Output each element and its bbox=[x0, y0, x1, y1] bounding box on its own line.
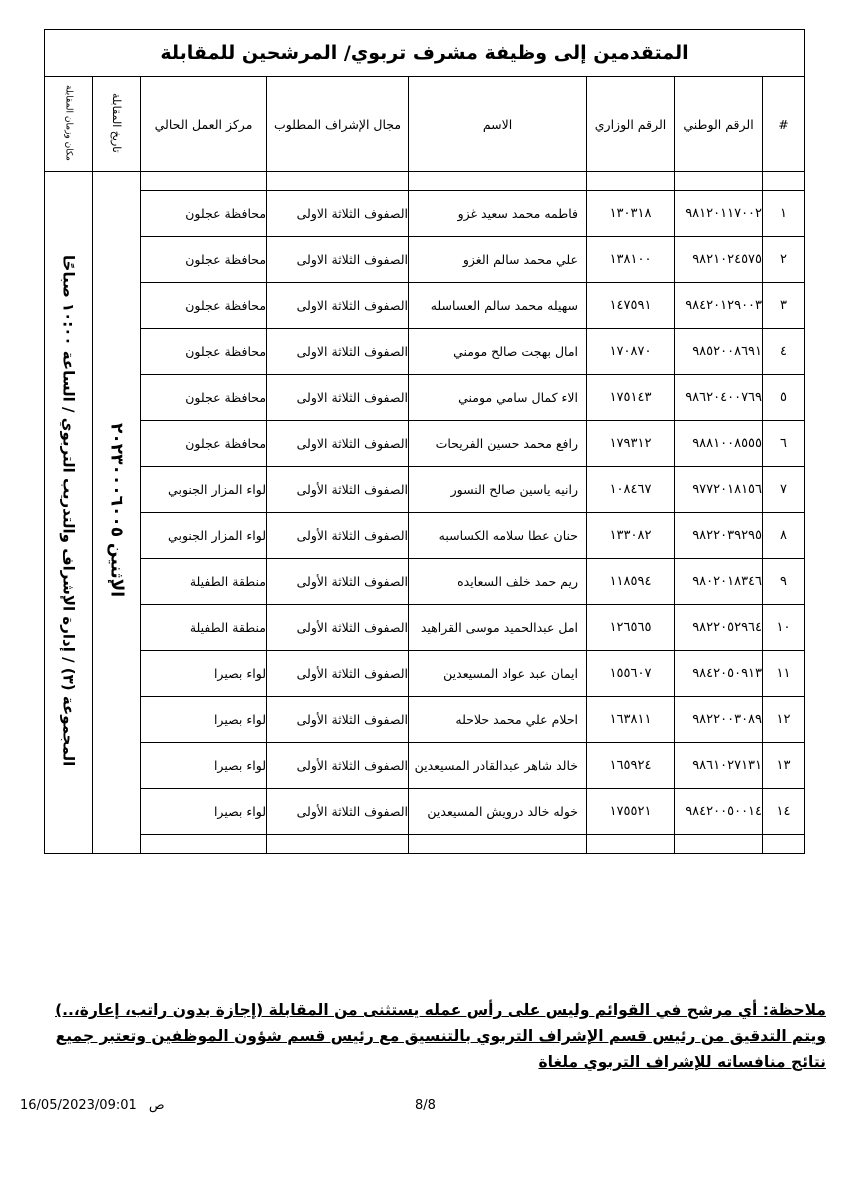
ministry-id: ١٦٥٩٢٤ bbox=[587, 743, 675, 789]
header-interview-date: تاريخ المقابلة bbox=[93, 77, 141, 172]
national-id: ٩٨٥٢٠٠٨٦٩١ bbox=[675, 329, 763, 375]
candidate-name: الاء كمال سامي مومني bbox=[409, 375, 587, 421]
current-workplace: لواء بصيرا bbox=[141, 697, 267, 743]
header-national-id: الرقم الوطني bbox=[675, 77, 763, 172]
current-workplace: منطقة الطفيلة bbox=[141, 605, 267, 651]
ministry-id: ١٥٥٦٠٧ bbox=[587, 651, 675, 697]
table-row bbox=[45, 513, 805, 559]
candidate-name: علي محمد سالم الغزو bbox=[409, 237, 587, 283]
current-workplace: لواء المزار الجنوبي bbox=[141, 513, 267, 559]
ministry-id: ١٢٦٥٦٥ bbox=[587, 605, 675, 651]
timestamp-suffix: ص bbox=[148, 1098, 165, 1113]
national-id: ٩٨٤٢٠٠٥٠٠١٤ bbox=[675, 789, 763, 835]
table-row bbox=[45, 191, 805, 237]
table-row bbox=[45, 743, 805, 789]
row-number: ١٢ bbox=[763, 697, 805, 743]
ministry-id: ١١٨٥٩٤ bbox=[587, 559, 675, 605]
current-workplace: محافظة عجلون bbox=[141, 283, 267, 329]
row-number: ١ bbox=[763, 191, 805, 237]
timestamp-value: 16/05/2023/09:01 bbox=[20, 1098, 137, 1113]
ministry-id: ١٣٣٠٨٢ bbox=[587, 513, 675, 559]
national-id: ٩٨٦٢٠٤٠٠٧٦٩ bbox=[675, 375, 763, 421]
table-row bbox=[45, 329, 805, 375]
row-number: ١١ bbox=[763, 651, 805, 697]
current-workplace: لواء بصيرا bbox=[141, 743, 267, 789]
note-text: ملاحظة: أي مرشح في القوائم وليس على رأس عمله يستثنى من المقابلة (إجازة بدون راتب، إعارة،..) ويتم التدقيق من رئيس قسم الإشراف التربوي بالتنسيق مع رئيس قسم شؤون الموظفين وتعتبر جميع نتائج منافساته للإشراف التربوي ملغاة bbox=[55, 1001, 826, 1071]
national-id: ٩٧٧٢٠١٨١٥٦ bbox=[675, 467, 763, 513]
header-row bbox=[45, 77, 805, 172]
candidate-name: ايمان عبد عواد المسيعدين bbox=[409, 651, 587, 697]
national-id: ٩٨٢٢٠٣٩٢٩٥ bbox=[675, 513, 763, 559]
national-id: ٩٨٦١٠٢٧١٣١ bbox=[675, 743, 763, 789]
current-workplace: لواء المزار الجنوبي bbox=[141, 467, 267, 513]
ministry-id: ١٣٨١٠٠ bbox=[587, 237, 675, 283]
table-row bbox=[45, 421, 805, 467]
national-id: ٩٨٢٢٠٠٣٠٨٩ bbox=[675, 697, 763, 743]
spacer-row bbox=[45, 835, 805, 854]
candidate-name: خالد شاهر عبدالقادر المسيعدين bbox=[409, 743, 587, 789]
candidate-name: ريم حمد خلف السعايده bbox=[409, 559, 587, 605]
header-workplace: مركز العمل الحالي bbox=[141, 77, 267, 172]
current-workplace: منطقة الطفيلة bbox=[141, 559, 267, 605]
row-number: ٩ bbox=[763, 559, 805, 605]
spacer-row bbox=[45, 172, 805, 191]
national-id: ٩٨٢١٠٢٤٥٧٥ bbox=[675, 237, 763, 283]
table-row bbox=[45, 651, 805, 697]
national-id: ٩٨٢٢٠٥٢٩٦٤ bbox=[675, 605, 763, 651]
current-workplace: لواء بصيرا bbox=[141, 651, 267, 697]
table-row bbox=[45, 605, 805, 651]
page-title: المتقدمين إلى وظيفة مشرف تربوي/ المرشحين للمقابلة bbox=[45, 30, 805, 77]
national-id: ٩٨٨١٠٠٨٥٥٥ bbox=[675, 421, 763, 467]
row-number: ٨ bbox=[763, 513, 805, 559]
candidates-table bbox=[44, 29, 805, 854]
print-timestamp bbox=[20, 1098, 165, 1113]
ministry-id: ١٧٠٨٧٠ bbox=[587, 329, 675, 375]
candidates-sheet bbox=[44, 29, 804, 854]
candidate-name: احلام علي محمد حلاحله bbox=[409, 697, 587, 743]
supervision-field: الصفوف الثلاثة الأولى bbox=[267, 513, 409, 559]
table-row bbox=[45, 283, 805, 329]
national-id: ٩٨٠٢٠١٨٣٤٦ bbox=[675, 559, 763, 605]
supervision-field: الصفوف الثلاثة الاولى bbox=[267, 421, 409, 467]
candidate-name: امل عبدالحميد موسى القراهيد bbox=[409, 605, 587, 651]
current-workplace: محافظة عجلون bbox=[141, 375, 267, 421]
interview-date-cell: الإثنين ٢٠٢٣٠٠٠٦٠٠٥ bbox=[93, 172, 141, 854]
interview-place-cell: المجموعة (٣) / إدارة الإشراف والتدريب التربوي / الساعة ١٠:٠٠ صباحًا bbox=[45, 172, 93, 854]
table-row bbox=[45, 559, 805, 605]
table-row bbox=[45, 697, 805, 743]
ministry-id: ١٦٣٨١١ bbox=[587, 697, 675, 743]
ministry-id: ١٣٠٣١٨ bbox=[587, 191, 675, 237]
national-id: ٩٨٤٢٠٥٠٩١٣ bbox=[675, 651, 763, 697]
page-number: 8/8 bbox=[415, 1098, 436, 1113]
current-workplace: محافظة عجلون bbox=[141, 191, 267, 237]
supervision-field: الصفوف الثلاثة الأولى bbox=[267, 789, 409, 835]
row-number: ٤ bbox=[763, 329, 805, 375]
supervision-field: الصفوف الثلاثة الأولى bbox=[267, 467, 409, 513]
current-workplace: محافظة عجلون bbox=[141, 237, 267, 283]
row-number: ٧ bbox=[763, 467, 805, 513]
row-number: ٥ bbox=[763, 375, 805, 421]
row-number: ٦ bbox=[763, 421, 805, 467]
header-field: مجال الإشراف المطلوب bbox=[267, 77, 409, 172]
candidate-name: رانيه ياسين صالح النسور bbox=[409, 467, 587, 513]
ministry-id: ١٧٩٣١٢ bbox=[587, 421, 675, 467]
supervision-field: الصفوف الثلاثة الاولى bbox=[267, 329, 409, 375]
candidate-name: حنان عطا سلامه الكساسبه bbox=[409, 513, 587, 559]
candidate-name: خوله خالد درويش المسيعدين bbox=[409, 789, 587, 835]
current-workplace: محافظة عجلون bbox=[141, 421, 267, 467]
candidate-name: رافع محمد حسين الفريحات bbox=[409, 421, 587, 467]
supervision-field: الصفوف الثلاثة الاولى bbox=[267, 237, 409, 283]
candidate-name: فاطمه محمد سعيد غزو bbox=[409, 191, 587, 237]
header-name: الاسم bbox=[409, 77, 587, 172]
candidate-name: سهيله محمد سالم العساسله bbox=[409, 283, 587, 329]
table-row bbox=[45, 375, 805, 421]
supervision-field: الصفوف الثلاثة الأولى bbox=[267, 651, 409, 697]
row-number: ٢ bbox=[763, 237, 805, 283]
table-row bbox=[45, 789, 805, 835]
current-workplace: محافظة عجلون bbox=[141, 329, 267, 375]
supervision-field: الصفوف الثلاثة الاولى bbox=[267, 191, 409, 237]
row-number: ١٤ bbox=[763, 789, 805, 835]
national-id: ٩٨٤٢٠١٢٩٠٠٣ bbox=[675, 283, 763, 329]
supervision-field: الصفوف الثلاثة الأولى bbox=[267, 743, 409, 789]
row-number: ١٣ bbox=[763, 743, 805, 789]
row-number: ٣ bbox=[763, 283, 805, 329]
header-num: # bbox=[763, 77, 805, 172]
supervision-field: الصفوف الثلاثة الاولى bbox=[267, 283, 409, 329]
national-id: ٩٨١٢٠١١٧٠٠٢ bbox=[675, 191, 763, 237]
header-interview-place: مكان وزمان المقابلة bbox=[45, 77, 93, 172]
ministry-id: ١٧٥٥٢١ bbox=[587, 789, 675, 835]
ministry-id: ١٤٧٥٩١ bbox=[587, 283, 675, 329]
header-ministry-id: الرقم الوزاري bbox=[587, 77, 675, 172]
supervision-field: الصفوف الثلاثة الأولى bbox=[267, 697, 409, 743]
current-workplace: لواء بصيرا bbox=[141, 789, 267, 835]
row-number: ١٠ bbox=[763, 605, 805, 651]
supervision-field: الصفوف الثلاثة الأولى bbox=[267, 559, 409, 605]
candidate-name: امال بهجت صالح مومني bbox=[409, 329, 587, 375]
ministry-id: ١٧٥١٤٣ bbox=[587, 375, 675, 421]
ministry-id: ١٠٨٤٦٧ bbox=[587, 467, 675, 513]
table-row bbox=[45, 237, 805, 283]
table-row bbox=[45, 467, 805, 513]
supervision-field: الصفوف الثلاثة الأولى bbox=[267, 605, 409, 651]
supervision-field: الصفوف الثلاثة الاولى bbox=[267, 375, 409, 421]
